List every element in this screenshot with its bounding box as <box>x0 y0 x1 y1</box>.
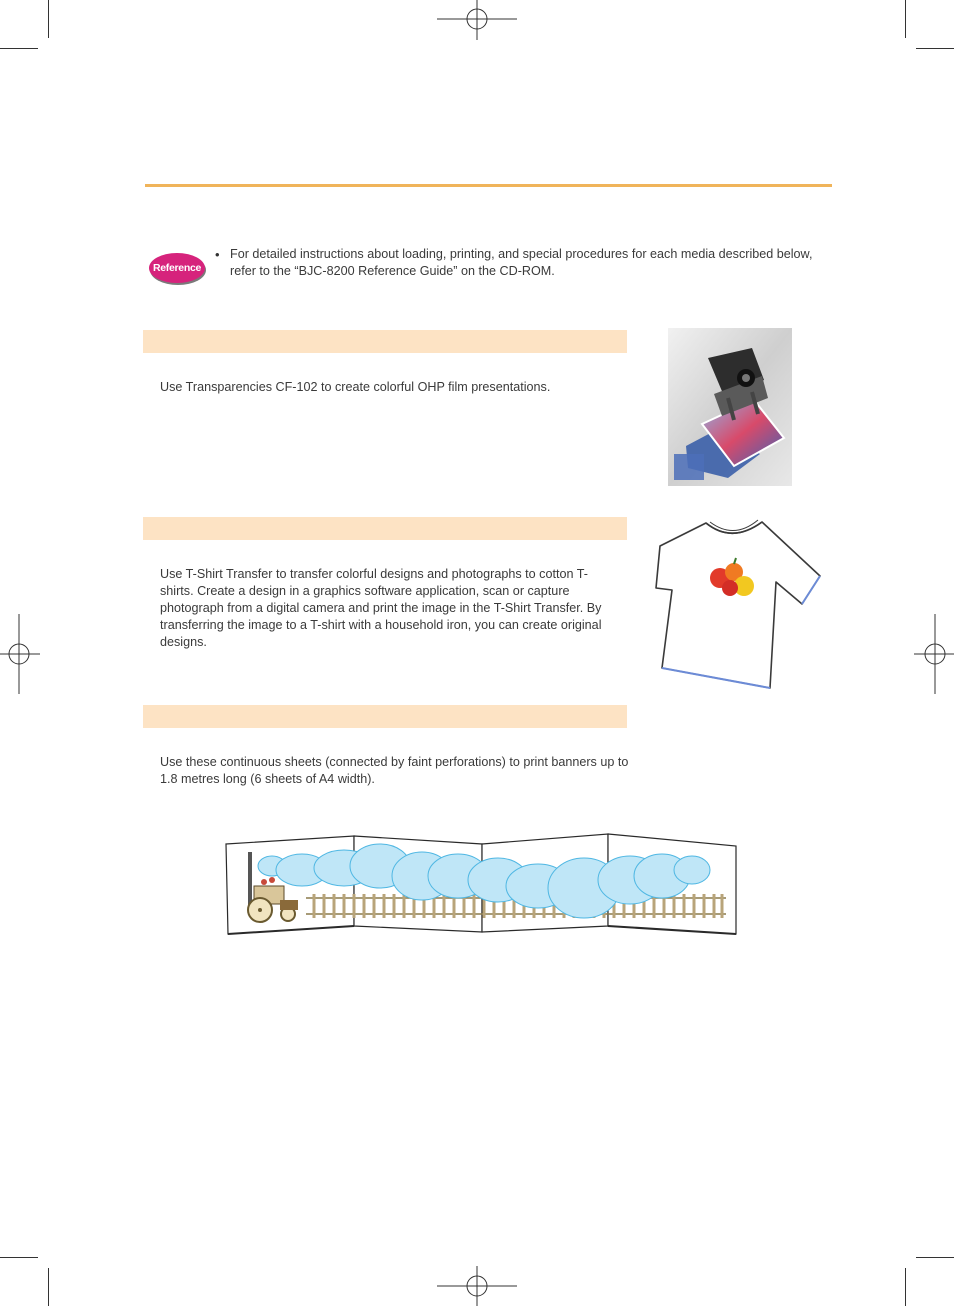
crop-mark-top-right-h <box>916 48 954 49</box>
crop-mark-bottom-right-h <box>916 1257 954 1258</box>
printer-transparency-photo <box>668 328 792 486</box>
section-bar-tshirt-transfer <box>143 517 627 540</box>
crop-mark-top-left-v <box>48 0 49 38</box>
reference-bullet: • <box>215 247 220 262</box>
transparencies-description: Use Transparencies CF-102 to create colorful OHP film presentations. <box>160 380 551 394</box>
registration-mark-left <box>0 614 40 694</box>
section-bar-banner-paper <box>143 705 627 728</box>
banner-train-illustration <box>222 830 742 940</box>
crop-mark-bottom-right-v <box>905 1268 906 1306</box>
section-bar-transparencies <box>143 330 627 353</box>
crop-mark-bottom-left-v <box>48 1268 49 1306</box>
reference-note-text: For detailed instructions about loading, printing, and special procedures for each media described below, refer to the “BJC-8200 Reference Guide” on the CD-ROM. <box>230 247 813 278</box>
reference-badge-label: Reference <box>152 262 202 274</box>
header-accent-rule <box>145 184 832 187</box>
registration-mark-right <box>914 614 954 694</box>
tshirt-illustration <box>652 518 828 694</box>
tshirt-transfer-description: Use T-Shirt Transfer to transfer colorful designs and photographs to cotton T-shirts. Create a design in a graphics software application, scan or capture photograph from a digital camera and print the image in the T-Shirt Transfer. By transferring the image to a T-shirt with a household iron, you can create original designs. <box>160 567 602 649</box>
registration-mark-top <box>437 0 517 40</box>
registration-mark-bottom <box>437 1266 517 1306</box>
crop-mark-top-left-h <box>0 48 38 49</box>
reference-badge <box>149 253 205 283</box>
crop-mark-top-right-v <box>905 0 906 38</box>
banner-paper-description: Use these continuous sheets (connected by faint perforations) to print banners up to 1.8 metres long (6 sheets of A4 width). <box>160 755 629 786</box>
crop-mark-bottom-left-h <box>0 1257 38 1258</box>
